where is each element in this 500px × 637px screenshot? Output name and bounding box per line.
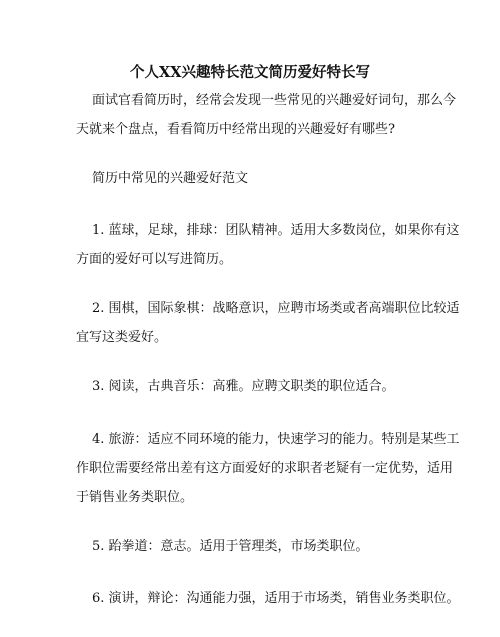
list-item (76, 425, 460, 512)
list-item (76, 372, 430, 401)
intro-paragraph (76, 86, 457, 144)
list-item (76, 532, 430, 561)
list-item (76, 584, 460, 613)
section-heading (76, 164, 430, 193)
list-item (76, 294, 460, 352)
list-item-line: 4. 旅游：适应不同环境的能力，快速学习的能力。特别是某些工 (92, 432, 460, 447)
list-item-line: 宜写这类爱好。 (76, 330, 168, 345)
intro-line: 面试官看简历时，经常会发现一些常见的兴趣爱好词句，那么今 (92, 93, 457, 108)
list-item-line: 1. 蓝球，足球，排球：团队精神。适用大多数岗位，如果你有这 (92, 223, 460, 238)
document-title: 个人XX兴趣特长范文简历爱好特长写 (130, 64, 370, 81)
list-item-line: 作职位需要经常出差有这方面爱好的求职者老疑有一定优势，适用 (76, 461, 454, 476)
list-item-line: 于销售业务类职位。 (76, 490, 194, 505)
list-item-line: 2. 围棋，国际象棋：战略意识，应聘市场类或者高端职位比较适 (92, 301, 460, 316)
intro-line: 天就来个盘点，看看简历中经常出现的兴趣爱好有哪些? (76, 122, 395, 137)
list-item (76, 216, 460, 274)
list-item-line: 3. 阅读，古典音乐：高雅。应聘文职类的职位适合。 (92, 379, 395, 394)
section-heading-text: 简历中常见的兴趣爱好范文 (92, 171, 249, 186)
list-item-line: 方面的爱好可以写进简历。 (76, 252, 233, 267)
list-item-line: 6. 演讲，辩论：沟通能力强，适用于市场类，销售业务类职位。 (92, 591, 460, 606)
list-item-line: 5. 跆拳道：意志。适用于管理类，市场类职位。 (92, 539, 369, 554)
